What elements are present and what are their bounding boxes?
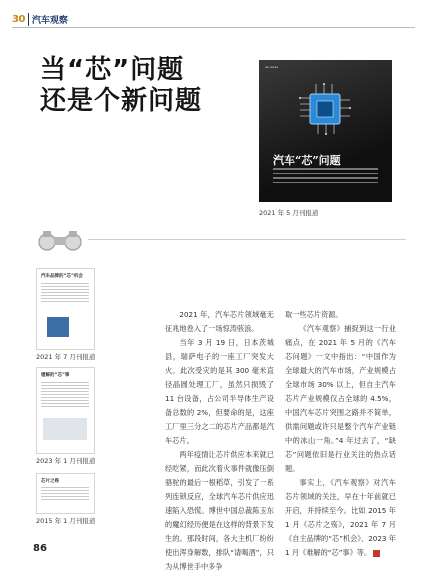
paragraph: 取一些芯片资源。 [285,310,343,319]
thumbnail-title: 缓解的“芯”事 [41,373,70,378]
cover-caption: 2021 年 5 月刊报道 [259,209,319,217]
paragraph: 两年疫情让芯片供应本来就已经吃紧，而此次着火事件就像压倒骆驼的最后一根稻草，引发了一系列连锁反应，全球汽车芯片供应迅速陷入恐慌。博世中国总裁陈玉东的魔幻经历便是在这样的背景下发生的。那段时间，各大主机厂纷纷使出浑身解数，排队“请喝酒”，只为从博世手中多争 [165,450,274,571]
thumbnail-text [41,283,89,304]
cover-masthead: ▪▪ ▪▪▪▪ [265,65,279,69]
cover-title: 汽车“芯”问题 [273,154,341,167]
header-rule [12,27,415,28]
cover-text-lines [273,168,378,186]
binoculars-icon [36,229,84,251]
thumbnail-2021-07 [36,268,95,350]
thumbnail-photo [43,418,87,440]
thumbnail-text [41,487,89,502]
paragraph: 2021 年，汽车芯片领域毫无征兆地卷入了一场惊涛骇浪。 [165,310,274,333]
paragraph: 当年 3 月 19 日，日本茨城县，瑞萨电子的一座工厂突发大火。此次受灾的是其 300 毫米直径晶圆处理工厂，虽然只损毁了 11 台设备，占公司半导体生产设备总数的 2%，但要命的是，这座工厂里三分之二的芯片产品都是汽车芯片。 [165,338,274,445]
magazine-cover-image [259,60,392,202]
end-mark-icon [373,550,380,557]
thumbnail-caption: 2021 年 7 月刊报道 [36,353,96,361]
thumbnail-title: 芯片之殇 [41,479,59,484]
thumbnail-text [41,382,89,409]
paragraph-text: 事实上，《汽车观察》对汽车芯片领域的关注，早在十年前就已开启，并持续至今。比如 2015 年 1 月《芯片之殇》，2021 年 7 月《自主品牌的“芯”机会》、2023 年 1 月《难解的“芯”事》等。 [285,478,396,557]
headline-line-2: 还是个新问题 [40,86,203,116]
page-badge: 30 [12,13,25,25]
headline-line-1: 当“芯”问题 [40,55,185,85]
body-column-1 [165,308,274,574]
body-column-2 [285,308,396,560]
thumbnail-photo [47,317,69,337]
section-divider [88,239,406,240]
page-number: 86 [33,543,47,554]
paragraph: 《汽车观察》捕捉到这一行业痛点，在 2021 年 5 月的《汽车芯问题》一文中指出：“中国作为全球最大的汽车市场，产业规模占全球市场 30% 以上，但自主汽车芯片产业规模仅占全球的 4.5%，中国汽车芯片突围之路并不简单，供需问题或许只是整个汽车产业链中的冰山一角。”4 年过去了，“缺芯”问题依旧是行业关注的热点话题。 [285,324,396,473]
thumbnail-title: 汽车品牌的“芯”机会 [41,274,83,279]
thumbnail-2023-01 [36,367,95,454]
headline [40,55,202,117]
paragraph [285,476,396,560]
thumbnail-caption: 2023 年 1 月刊报道 [36,457,96,465]
chip-icon [296,80,354,138]
magazine-name: 汽车观察 [28,13,68,26]
thumbnail-caption: 2015 年 1 月刊报道 [36,517,96,525]
page-header [12,12,68,26]
thumbnail-2015-01 [36,473,95,514]
